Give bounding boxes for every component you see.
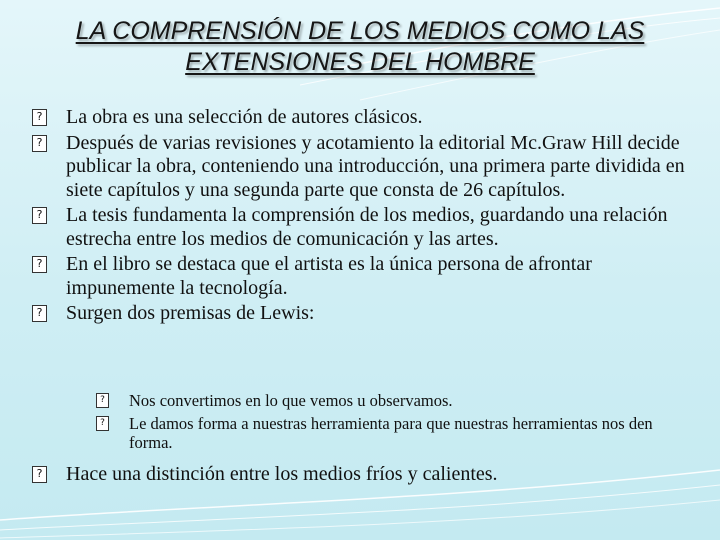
placeholder-box-icon: ? xyxy=(32,466,47,483)
list-item xyxy=(30,204,695,251)
list-item xyxy=(30,106,695,130)
list-item-text: En el libro se destaca que el artista es la única persona de afrontar impunemente la tecnología. xyxy=(66,253,592,299)
sub-bullet-list xyxy=(30,391,680,456)
list-item xyxy=(30,253,695,300)
list-item-text: Surgen dos premisas de Lewis: xyxy=(66,302,315,324)
slide-title: LA COMPRENSIÓN DE LOS MEDIOS COMO LAS EXTENSIONES DEL HOMBRE xyxy=(75,17,645,76)
bullet-list xyxy=(30,106,695,328)
list-item-text: Después de varias revisiones y acotamiento la editorial Mc.Graw Hill decide publicar la obra, conteniendo una introducción, una primera parte dividida en siete capítulos y una segunda parte que consta de 26 capítulos. xyxy=(66,131,685,201)
list-item xyxy=(30,132,695,203)
bullet-list-end xyxy=(30,463,695,489)
list-item xyxy=(30,302,695,326)
placeholder-box-icon: ? xyxy=(32,135,47,152)
sub-list-item-text: Le damos forma a nuestras herramienta para que nuestras herramientas nos den forma. xyxy=(129,414,653,452)
list-item-text: Hace una distinción entre los medios fríos y calientes. xyxy=(66,463,498,485)
sub-list-item xyxy=(94,391,680,410)
placeholder-box-icon: ? xyxy=(32,256,47,273)
placeholder-box-icon: ? xyxy=(96,393,109,408)
placeholder-box-icon: ? xyxy=(32,305,47,322)
sub-list-item xyxy=(94,414,680,452)
list-item xyxy=(30,463,695,487)
list-item-text: La obra es una selección de autores clásicos. xyxy=(66,106,423,128)
sub-list-item-text: Nos convertimos en lo que vemos u observamos. xyxy=(129,391,453,410)
placeholder-box-icon: ? xyxy=(32,109,47,126)
list-item-text: La tesis fundamenta la comprensión de los medios, guardando una relación estrecha entre los medios de comunicación y las artes. xyxy=(66,204,668,250)
placeholder-box-icon: ? xyxy=(32,207,47,224)
placeholder-box-icon: ? xyxy=(96,416,109,431)
